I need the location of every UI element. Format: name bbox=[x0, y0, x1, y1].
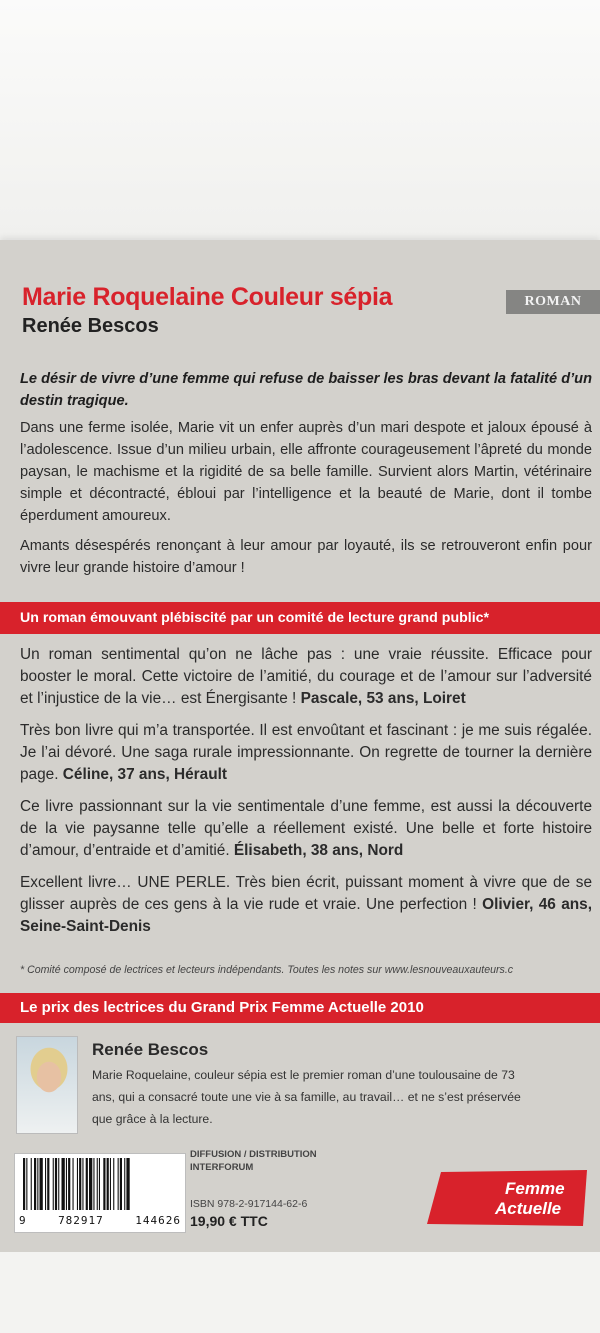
barcode-bar bbox=[53, 1158, 54, 1210]
barcode-bar bbox=[120, 1158, 122, 1210]
barcode-bar bbox=[58, 1158, 59, 1210]
barcode-bar bbox=[99, 1158, 100, 1210]
synopsis-lead: Le désir de vivre d’une femme qui refuse de baisser les bras devant la fatalité d’un destin tragique. bbox=[20, 371, 592, 409]
book-title: Marie Roquelaine Couleur sépia bbox=[22, 283, 393, 311]
review-text: Excellent livre… UNE PERLE. Très bien écrit, puissant moment à vivre que de se glisser auprès de ces gens à la vie rude et vraie. Une perfection ! bbox=[20, 874, 592, 913]
barcode-digits bbox=[19, 1214, 181, 1227]
barcode-bar bbox=[107, 1158, 109, 1210]
logo-line: Actuelle bbox=[495, 1199, 562, 1218]
synopsis-paragraph: Dans une ferme isolée, Marie vit un enfer auprès d’un mari despote et jaloux épousé à l’adolescence. Issue d’un milieu urbain, elle affronte courageusement l’âpreté du monde paysan, le machisme et la rigidité de sa belle famille. Survient alors Martin, vétérinaire simple et décontracté, ébloui par l’intelligence et la beauté de Marie, dont il tombe éperdument amoureux. bbox=[20, 420, 592, 524]
reviews-banner: Un roman émouvant plébiscité par un comité de lecture grand public* bbox=[0, 602, 600, 634]
barcode-bar bbox=[110, 1158, 111, 1210]
isbn: ISBN 978-2-917144-62-6 bbox=[190, 1198, 308, 1210]
barcode-bar bbox=[93, 1158, 94, 1210]
barcode-bar bbox=[31, 1158, 32, 1210]
barcode-bar bbox=[68, 1158, 70, 1210]
barcode-digit-group: 9 bbox=[19, 1214, 27, 1227]
barcode-bar bbox=[97, 1158, 98, 1210]
review-signature: Olivier, 46 ans, Seine-Saint-Denis bbox=[20, 896, 592, 935]
barcode-bar bbox=[103, 1158, 105, 1210]
barcode-bar bbox=[118, 1158, 119, 1210]
barcode-bar bbox=[82, 1158, 83, 1210]
barcode-bar bbox=[89, 1158, 92, 1210]
synopsis bbox=[20, 368, 592, 587]
barcode-bar bbox=[126, 1158, 129, 1210]
author-photo bbox=[16, 1036, 78, 1134]
barcode-bar bbox=[79, 1158, 81, 1210]
barcode-bar bbox=[34, 1158, 36, 1210]
femme-actuelle-logo bbox=[427, 1170, 587, 1226]
barcode-bar bbox=[26, 1158, 27, 1210]
barcode-bar bbox=[45, 1158, 46, 1210]
barcode-bar bbox=[113, 1158, 114, 1210]
genre-badge: ROMAN bbox=[506, 290, 600, 314]
review-signature: Céline, 37 ans, Hérault bbox=[62, 766, 228, 783]
barcode-bars bbox=[21, 1158, 179, 1212]
barcode-bar bbox=[77, 1158, 78, 1210]
barcode-bar bbox=[55, 1158, 57, 1210]
barcode-bar bbox=[37, 1158, 38, 1210]
prize-banner: Le prix des lectrices du Grand Prix Femme Actuelle 2010 bbox=[0, 993, 600, 1023]
barcode-digit-group: 782917 bbox=[58, 1214, 104, 1227]
footnote: * Comité composé de lectrices et lecteurs indépendants. Toutes les notes sur www.lesnouveauxauteurs.c bbox=[20, 964, 514, 976]
barcode-digit-group: 144626 bbox=[135, 1214, 181, 1227]
barcode-bar bbox=[40, 1158, 43, 1210]
logo-line: Femme bbox=[505, 1179, 565, 1198]
book-author: Renée Bescos bbox=[22, 315, 159, 337]
barcode-bar bbox=[47, 1158, 49, 1210]
bio-text: Marie Roquelaine, couleur sépia est le premier roman d’une toulousaine de 73 ans, qui a consacré toute une vie à sa famille, au travail… et ne s’est préservée que grâce à la lecture. bbox=[92, 1068, 521, 1126]
background-bottom bbox=[0, 1252, 600, 1333]
review bbox=[20, 796, 592, 862]
barcode-bar bbox=[23, 1158, 25, 1210]
review-text: Un roman sentimental qu’on ne lâche pas : une vraie réussite. Efficace pour booster le moral. Cette victoire de l’amitié, du courage et de l’amour sur l’adversité et l’injustice de la vie… est Énergisante ! bbox=[20, 646, 592, 707]
barcode-bar bbox=[73, 1158, 74, 1210]
review bbox=[20, 872, 592, 938]
distribution-info bbox=[190, 1148, 317, 1174]
barcode-bar bbox=[62, 1158, 65, 1210]
barcode-bar bbox=[124, 1158, 125, 1210]
synopsis-paragraph: Amants désespérés renonçant à leur amour par loyauté, ils se retrouveront enfin pour vivre leur grande histoire d’amour ! bbox=[20, 538, 592, 576]
review-signature: Élisabeth, 38 ans, Nord bbox=[233, 842, 404, 859]
review-text: Ce livre passionnant sur la vie sentimentale d’une femme, est aussi la découverte de la vie paysanne telle qu’elle a réellement existé. Une belle et forte histoire d’amour, d’entraide et d’amitié. bbox=[20, 798, 592, 859]
background-top bbox=[0, 0, 600, 240]
barcode-bar bbox=[86, 1158, 88, 1210]
bio-author-name: Renée Bescos bbox=[92, 1040, 209, 1059]
barcode bbox=[14, 1153, 186, 1233]
review-text: Très bon livre qui m’a transportée. Il est envoûtant et fascinant : je me suis régalée. Je l’ai dévoré. Une saga rurale impressionnante. On regrette de tourner la dernière page. bbox=[20, 722, 592, 783]
price: 19,90 € TTC bbox=[190, 1213, 268, 1229]
review bbox=[20, 644, 592, 710]
review bbox=[20, 720, 592, 786]
barcode-bar bbox=[66, 1158, 67, 1210]
distribution-line: INTERFORUM bbox=[190, 1162, 254, 1173]
reviews bbox=[20, 644, 592, 948]
distribution-line: DIFFUSION / DISTRIBUTION bbox=[190, 1149, 317, 1160]
review-signature: Pascale, 53 ans, Loiret bbox=[300, 690, 466, 707]
